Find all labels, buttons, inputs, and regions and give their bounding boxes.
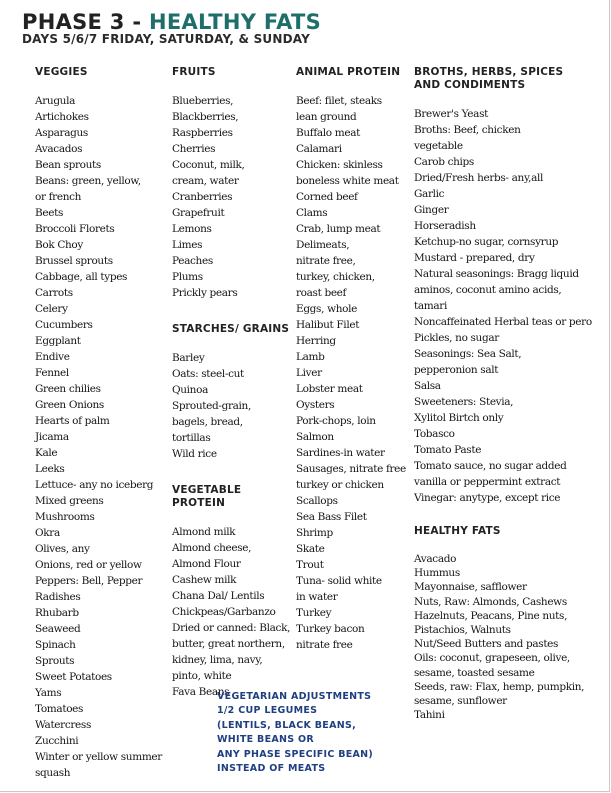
list-item: Mushrooms: [35, 511, 95, 523]
list-item: Turkey bacon: [296, 623, 365, 635]
list-item: Herring: [296, 335, 336, 347]
fruits-heading: FRUITS: [172, 66, 216, 78]
list-item: Wild rice: [172, 448, 217, 460]
list-item: Shrimp: [296, 527, 333, 539]
list-item: Mixed greens: [35, 495, 104, 507]
list-item: Almond milk: [172, 526, 236, 538]
list-item: Lemons: [172, 223, 212, 235]
list-item: Sweeteners: Stevia,: [414, 396, 514, 408]
list-item: Sprouts: [35, 655, 75, 667]
list-item: Limes: [172, 239, 203, 251]
list-item: Peaches: [172, 255, 213, 267]
list-item: Ketchup-no sugar, cornsyrup: [414, 236, 559, 248]
list-item: vegetable: [414, 140, 463, 152]
veggies-heading: VEGGIES: [35, 66, 88, 78]
list-item: Prickly pears: [172, 287, 238, 299]
list-item: in water: [296, 591, 338, 603]
list-item: Fava Beans: [172, 686, 230, 698]
list-item: aminos, coconut amino acids,: [414, 284, 562, 296]
list-item: Natural seasonings: Bragg liquid: [414, 268, 579, 280]
list-item: Buffalo meat: [296, 127, 360, 139]
list-item: Nut/Seed Butters and pastes: [414, 638, 559, 651]
list-item: Radishes: [35, 591, 81, 603]
list-item: Dried or canned: Black,: [172, 622, 291, 634]
list-item: Skate: [296, 543, 325, 555]
list-item: Xylitol Birtch only: [414, 412, 504, 424]
list-item: sesame, toasted sesame: [414, 666, 535, 679]
fruits-section: [172, 66, 294, 301]
list-item: Scallops: [296, 495, 338, 507]
list-item: Oats: steel-cut: [172, 368, 244, 380]
list-item: Raspberries: [172, 127, 233, 139]
list-item: Delimeats,: [296, 239, 350, 251]
list-item: Spinach: [35, 639, 76, 651]
list-item: Sweet Potatoes: [35, 671, 112, 683]
list-item: Plums: [172, 271, 203, 283]
list-item: Beef: filet, steaks: [296, 95, 382, 107]
list-item: Avacado: [414, 553, 457, 565]
list-item: Cashew milk: [172, 574, 237, 586]
list-item: Blueberries,: [172, 95, 234, 107]
list-item: Chickpeas/Garbanzo: [172, 606, 276, 618]
title-phase: PHASE 3 -: [22, 10, 149, 34]
list-item: Beans: green, yellow,: [35, 175, 141, 187]
list-item: Salsa: [414, 380, 441, 392]
list-item: Chicken: skinless: [296, 159, 383, 171]
list-item: Clams: [296, 207, 328, 219]
list-item: Hearts of palm: [35, 415, 110, 427]
list-item: Calamari: [296, 143, 342, 155]
list-item: Sprouted-grain,: [172, 400, 251, 412]
list-item: Cherries: [172, 143, 216, 155]
vegetarian-line: (LENTILS, BLACK BEANS,: [217, 719, 357, 731]
list-item: Pickles, no sugar: [414, 332, 499, 344]
list-item: Zucchini: [35, 735, 79, 747]
list-item: roast beef: [296, 287, 347, 299]
list-item: Endive: [35, 351, 70, 363]
starches-heading: STARCHES/ GRAINS: [172, 323, 290, 335]
vegetable-protein-list: [172, 524, 294, 700]
list-item: Chana Dal/ Lentils: [172, 590, 265, 602]
list-item: turkey, chicken,: [296, 271, 375, 283]
vegetarian-line: ANY PHASE SPECIFIC BEAN): [217, 748, 374, 760]
list-item: Broccoli Florets: [35, 223, 115, 235]
list-item: Lamb: [296, 351, 325, 363]
list-item: Jicama: [35, 431, 69, 443]
list-item: Bok Choy: [35, 239, 83, 251]
list-item: Quinoa: [172, 384, 208, 396]
list-item: Trout: [296, 559, 324, 571]
list-item: nitrate free: [296, 639, 353, 651]
list-item: Kale: [35, 447, 58, 459]
list-item: Cabbage, all types: [35, 271, 128, 283]
list-item: Liver: [296, 367, 322, 379]
vegetarian-heading: VEGETARIAN ADJUSTMENTS: [217, 691, 372, 702]
list-item: Onions, red or yellow: [35, 559, 142, 571]
list-item: Horseradish: [414, 220, 476, 232]
list-item: Garlic: [414, 188, 445, 200]
list-item: Winter or yellow summer: [35, 751, 162, 763]
list-item: Seeds, raw: Flax, hemp, pumpkin,: [414, 680, 585, 693]
list-item: Artichokes: [35, 111, 89, 123]
list-item: Beets: [35, 207, 64, 219]
list-item: Seasonings: Sea Salt,: [414, 348, 522, 360]
vegetarian-line: INSTEAD OF MEATS: [217, 763, 326, 775]
list-item: Mayonnaise, safflower: [414, 581, 527, 594]
list-item: Tobasco: [414, 428, 455, 440]
list-item: Carrots: [35, 287, 73, 299]
list-item: Leeks: [35, 463, 65, 475]
list-item: Hummus: [414, 567, 460, 580]
list-item: Ginger: [414, 204, 449, 216]
list-item: Dried/Fresh herbs- any,all: [414, 172, 544, 184]
list-item: Tomatoes: [35, 703, 84, 715]
list-item: bagels, bread,: [172, 416, 243, 428]
list-item: vanilla or peppermint extract: [414, 476, 561, 488]
list-item: tortillas: [172, 432, 211, 444]
list-item: Grapefruit: [172, 207, 225, 219]
starches-section: [172, 323, 294, 462]
list-item: Sausages, nitrate free: [296, 463, 406, 475]
list-item: Peppers: Bell, Pepper: [35, 575, 143, 587]
list-item: Seaweed: [35, 623, 81, 635]
animal-protein-list: [296, 93, 412, 653]
list-item: or french: [35, 191, 82, 203]
list-item: Tuna- solid white: [296, 575, 382, 587]
list-item: Olives, any: [35, 543, 90, 555]
list-item: Halibut Filet: [296, 319, 360, 331]
vegetarian-line: 1/2 CUP LEGUMES: [217, 705, 318, 717]
list-item: Hazelnuts, Peacans, Pine nuts,: [414, 609, 568, 622]
broths-section: [414, 66, 608, 506]
list-item: Turkey: [296, 607, 332, 619]
broths-heading-line2: AND CONDIMENTS: [414, 79, 526, 91]
list-item: Oysters: [296, 399, 335, 411]
healthy-fats-heading: HEALTHY FATS: [414, 525, 501, 537]
list-item: Rhubarb: [35, 607, 79, 619]
list-item: Eggs, whole: [296, 303, 357, 315]
list-item: tamari: [414, 300, 447, 312]
broths-list: [414, 106, 608, 506]
list-item: Tahini: [414, 709, 445, 722]
page-subtitle: DAYS 5/6/7 FRIDAY, SATURDAY, & SUNDAY: [22, 32, 311, 46]
list-item: Avacados: [35, 143, 83, 155]
list-item: Yams: [35, 687, 62, 699]
list-item: Green Onions: [35, 399, 104, 411]
list-item: turkey or chicken: [296, 479, 384, 491]
list-item: Okra: [35, 527, 60, 539]
title-healthy-fats: HEALTHY FATS: [148, 10, 322, 34]
list-item: Tomato Paste: [414, 444, 482, 456]
broths-heading: [414, 66, 608, 92]
list-item: Blackberries,: [172, 111, 239, 123]
healthy-fats-list: [414, 552, 608, 722]
list-item: Eggplant: [35, 335, 81, 347]
list-item: Corned beef: [296, 191, 358, 203]
list-item: Watercress: [35, 719, 91, 731]
list-item: Mustard - prepared, dry: [414, 252, 535, 264]
list-item: cream, water: [172, 175, 239, 187]
list-item: Tomato sauce, no sugar added: [414, 460, 567, 472]
fruits-list: [172, 93, 294, 301]
list-item: Almond Flour: [172, 558, 241, 570]
broths-heading-line1: BROTHS, HERBS, SPICES: [414, 66, 564, 78]
list-item: squash: [35, 767, 71, 779]
list-item: kidney, lima, navy,: [172, 654, 263, 666]
list-item: Pork-chops, loin: [296, 415, 376, 427]
list-item: nitrate free,: [296, 255, 356, 267]
list-item: Brewer's Yeast: [414, 108, 488, 120]
list-item: Crab, lump meat: [296, 223, 381, 235]
list-item: Cucumbers: [35, 319, 93, 331]
animal-protein-section: [296, 66, 412, 653]
list-item: Lettuce- any no iceberg: [35, 479, 154, 491]
list-item: boneless white meat: [296, 175, 399, 187]
list-item: Arugula: [35, 95, 76, 107]
list-item: pinto, white: [172, 670, 232, 682]
list-item: Pistachios, Walnuts: [414, 624, 511, 637]
list-item: Green chilies: [35, 383, 101, 395]
list-item: Fennel: [35, 367, 69, 379]
list-item: butter, great northern,: [172, 638, 285, 650]
list-item: Broths: Beef, chicken: [414, 124, 521, 136]
list-item: Almond cheese,: [172, 542, 252, 554]
list-item: Carob chips: [414, 156, 474, 168]
list-item: Noncaffeinated Herbal teas or pero: [414, 316, 592, 328]
list-item: sesame, sunflower: [414, 695, 507, 708]
vegetarian-line: WHITE BEANS OR: [217, 734, 315, 746]
vegetable-protein-heading: VEGETABLE PROTEIN: [172, 484, 242, 509]
veggies-list: [35, 93, 170, 781]
list-item: Oils: coconut, grapeseen, olive,: [414, 652, 570, 665]
list-item: Asparagus: [35, 127, 88, 139]
column-2: [172, 66, 294, 700]
list-item: Sea Bass Filet: [296, 511, 367, 523]
column-4: [414, 66, 608, 722]
list-item: Nuts, Raw: Almonds, Cashews: [414, 595, 567, 608]
healthy-fats-section: [414, 525, 608, 722]
list-item: Salmon: [296, 431, 334, 443]
list-item: pepperonion salt: [414, 364, 499, 376]
list-item: Sardines-in water: [296, 447, 385, 459]
list-item: lean ground: [296, 111, 357, 123]
list-item: Lobster meat: [296, 383, 363, 395]
list-item: Cranberries: [172, 191, 233, 203]
veggies-section: [35, 66, 170, 781]
list-item: Coconut, milk,: [172, 159, 245, 171]
list-item: Barley: [172, 352, 205, 364]
animal-protein-heading: ANIMAL PROTEIN: [296, 66, 401, 78]
list-item: Brussel sprouts: [35, 255, 113, 267]
list-item: Celery: [35, 303, 68, 315]
list-item: Vinegar: anytype, except rice: [414, 492, 561, 504]
list-item: Bean sprouts: [35, 159, 101, 171]
starches-list: [172, 350, 294, 462]
vegetarian-adjustments-note: [217, 690, 373, 776]
vegetable-protein-section: [172, 484, 294, 700]
